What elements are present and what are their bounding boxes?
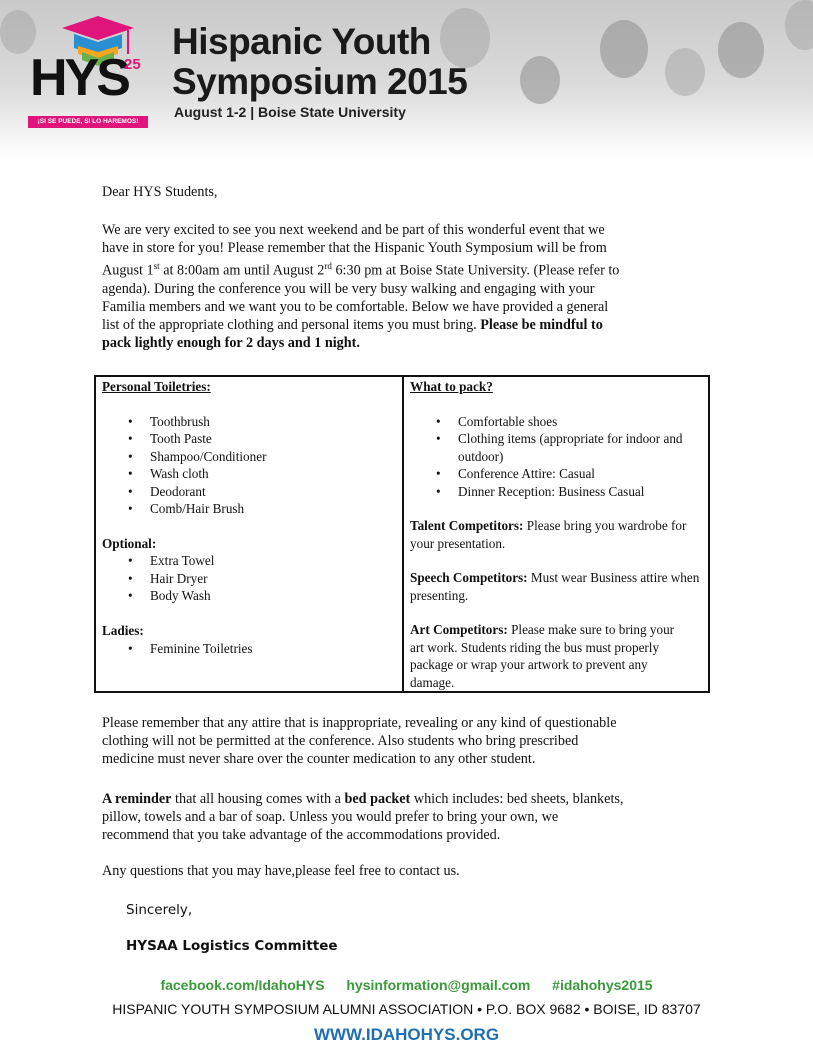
attire-paragraph [102,714,712,768]
date-text: August 1 [102,262,154,279]
date-text: 6:30 pm at Boise State University. (Please refer to [331,262,620,279]
speech-note [410,569,702,604]
text-line: We are very excited to see you next weekend and be part of this wonderful event that we [102,222,605,238]
text-line: pillow, towels and a bar of soap. Unless you would prefer to bring your own, we [102,809,559,825]
title-line-2: Symposium 2015 [172,61,468,102]
email-link[interactable]: hysinformation@gmail.com [346,977,531,993]
ladies-label: Ladies: [102,622,144,638]
reminder-paragraph [102,790,712,844]
logo-tagline: ¡SI SE PUEDE, SI LO HAREMOS! [28,116,148,128]
text-span: which includes: bed sheets, blankets, [410,791,624,807]
emphasis-text: A reminder [102,791,172,807]
ordinal-suffix: rd [324,261,332,271]
anniversary-badge: 25 [124,56,141,73]
text-line [102,790,712,808]
footer-address: HISPANIC YOUTH SYMPOSIUM ALUMNI ASSOCIATION • P.O. BOX 9682 • BOISE, ID 83707 [112,1001,701,1017]
text-line: Please remember that any attire that is inappropriate, revealing or any kind of questionable [102,715,617,731]
art-note [410,621,682,691]
talent-text: Please bring you wardrobe for your presentation. [410,518,687,551]
what-to-pack-list [410,413,694,501]
talent-note [410,517,702,552]
list-item: • Conference Attire: Casual [410,465,694,483]
optional-label: Optional: [102,535,157,551]
sincerely: Sincerely, [126,902,193,918]
photo-person [600,20,648,78]
hashtag: #idahohys2015 [552,977,653,993]
date-text: at 8:00am am until August 2 [159,262,325,279]
signature: HYSAA Logistics Committee [126,938,338,954]
list-item: • Shampoo/Conditioner [102,448,394,466]
art-label: Art Competitors: [410,622,508,637]
photo-person [718,22,764,78]
text-line: agenda). During the conference you will be very busy walking and engaging with your [102,280,595,297]
emphasis-text: Please be mindful to [480,316,603,333]
text-line: have in store for you! Please remember that the Hispanic Youth Symposium will be from [102,240,607,256]
photo-person [785,0,813,50]
table-divider [402,377,404,691]
list-item: • Dinner Reception: Business Casual [410,483,694,501]
text-line: recommend that you take advantage of the accommodations provided. [102,827,501,843]
photo-person [665,48,705,96]
speech-label: Speech Competitors: [410,570,528,585]
toiletries-header: Personal Toiletries: [102,379,211,394]
list-item: • Comb/Hair Brush [102,500,394,518]
list-item: • Clothing items (appropriate for indoor and outdoor) [410,430,694,465]
optional-list [102,552,394,605]
toiletries-column [102,377,394,658]
list-item: • Toothbrush [102,413,394,431]
list-item: • Extra Towel [102,552,394,570]
header-banner [0,0,813,160]
toiletries-list [102,413,394,518]
what-to-pack-header: What to pack? [410,379,493,394]
website-link[interactable]: WWW.IDAHOHYS.ORG [313,1025,500,1044]
date-line [102,257,712,280]
questions-line: Any questions that you may have,please feel free to contact us. [102,863,460,879]
list-item: • Feminine Toiletries [102,640,394,658]
text-span: that all housing comes with a [171,791,345,807]
speech-text: Must wear Business attire when presenting. [410,570,700,603]
list-item: • Hair Dryer [102,570,394,588]
list-item: • Wash cloth [102,465,394,483]
talent-label: Talent Competitors: [410,518,524,533]
text-line: Familia members and we want you to be comfortable. Below we have provided a general [102,298,609,315]
emphasis-line: pack lightly enough for 2 days and 1 night. [102,334,360,351]
text-line: clothing will not be permitted at the conference. Also students who bring prescribed [102,733,579,749]
logo-text: HYS [30,49,128,107]
text-line: medicine must never share over the counter medication to any other student. [102,751,536,767]
text-line [102,316,712,334]
list-item: • Deodorant [102,483,394,501]
event-dates-location: August 1-2 | Boise State University [174,104,406,120]
salutation: Dear HYS Students, [102,184,218,200]
ladies-list [102,640,394,658]
footer-contacts [0,977,813,993]
emphasis-text: bed packet [344,791,411,807]
list-item: • Comfortable shoes [410,413,694,431]
text-span: list of the appropriate clothing and personal items you must bring. [102,316,481,333]
photo-person [520,56,560,104]
ordinal-suffix: st [153,261,160,271]
packing-table [94,375,710,693]
page-title [172,22,467,102]
art-text: Please make sure to bring your art work. Students riding the bus must properly package or wrap your artwork to prevent any damage. [410,622,675,690]
intro-paragraph [102,221,712,352]
facebook-link[interactable]: facebook.com/IdahoHYS [160,977,325,993]
title-line-1: Hispanic Youth [172,21,431,62]
list-item: • Tooth Paste [102,430,394,448]
what-to-pack-column [410,377,702,691]
list-item: • Body Wash [102,587,394,605]
